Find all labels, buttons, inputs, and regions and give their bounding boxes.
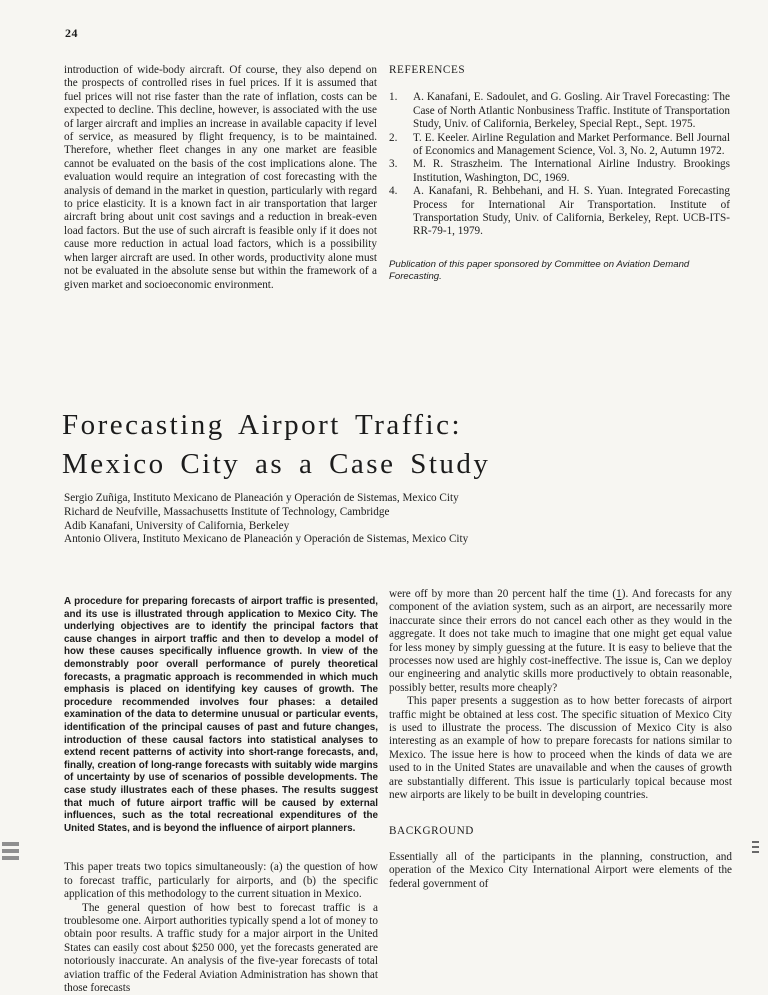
author-entry: Adib Kanafani, University of California, Berkeley <box>64 520 544 534</box>
reference-text: M. R. Straszheim. The International Airline Industry. Brookings Institution, Washington, DC, 1969. <box>413 158 730 183</box>
body-paragraph: This paper presents a suggestion as to how better forecasts of airport traffic might be obtained at less cost. The specific situation of Mexico City is used to illustrate the process. The discussion of Mexico City is also interesting as an example of how to prepare forecasts for nations similar to Mexico. The issue here is how to proceed when the kinds of data we are used to in the United States are unavailable and when the causes of growth are substantially different. This issue is particularly topical because most new airports are likely to be built in developing countries. <box>389 695 732 802</box>
body-paragraph: This paper treats two topics simultaneously: (a) the question of how to forecast traffic, particularly for airports, and (b) the specific application of this methodology to the current situation in Mexico. <box>64 861 378 901</box>
print-mark <box>2 842 19 846</box>
reference-text: A. Kanafani, R. Behbehani, and H. S. Yuan. Integrated Forecasting Process for International Air Transportation. Institute of Transportation Study, Univ. of California, Berkeley, Rept. UCB-ITS-RR-79-1, 1979. <box>413 185 730 237</box>
intro-paragraph: introduction of wide-body aircraft. Of course, they also depend on the prospects of controlled rises in fuel prices. If it is assumed that fuel prices will not rise faster than the rate of inflation, costs can be expected to decline. This decline, however, is associated with the use of larger aircraft and implies an increase in available capacity if level of service, as measured by flight frequency, is to be maintained. Therefore, whether fleet changes in any one market are feasible cannot be evaluated on the basis of the cost implications alone. The evaluation would require an integration of cost forecasting with the analysis of demand in the market in question, particularly with regard to price elasticity. It is a known fact in air transportation that larger aircraft bring about unit cost savings and a reduction in break-even load factors. But the use of such aircraft is feasible only if it does not cause more reduction in actual load factors, which is a possibility when larger aircraft are used. In other words, productivity alone must not be evaluated in the absolute sense but within the framework of a given market and socioeconomic environment. <box>64 64 377 292</box>
author-entry: Richard de Neufville, Massachusetts Institute of Technology, Cambridge <box>64 506 544 520</box>
body-left-column <box>64 596 378 995</box>
body-paragraph: Essentially all of the participants in the planning, construction, and operation of the Mexico City International Airport were elements of the federal government of <box>389 851 732 891</box>
reference-text: A. Kanafani, E. Sadoulet, and G. Gosling. Air Travel Forecasting: The Case of North Atlantic Nonbusiness Traffic. Institute of Transportation Study, Univ. of California, Berkeley, Special Rept., Sept. 1975. <box>413 91 730 130</box>
reference-item <box>389 185 730 239</box>
reference-item <box>389 132 730 159</box>
reference-item <box>389 91 730 131</box>
paper-title-line2: Mexico City as a Case Study <box>62 448 490 480</box>
reference-number: 2. <box>389 132 397 145</box>
author-list <box>64 492 544 547</box>
abstract-paragraph: A procedure for preparing forecasts of airport traffic is presented, and its use is illustrated through application to Mexico City. The underlying objectives are to identify the principal factors that cause changes in airport traffic and then to develop a model of how these causes specifically influence growth. In view of the demonstrably poor overall performance of purely theoretical forecasts, a pragmatic approach is recommended in which much emphasis is placed on identifying key causes of growth. The procedure recommended involves four phases: a detailed examination of the data to determine unusual or particular events, identification of the principal causes of past and future changes, introduction of these causal factors into statistical analyses to extend recent patterns of activity into short-range forecasts, and, finally, creation of long-range forecasts with suitably wide margins of uncertainty by use of scenarios of possible developments. The case study illustrates each of these phases. The results suggest that much of future airport traffic will be caused by external influences, such as the total recreational expenditures of the United States, and is beyond the influence of airport planners. <box>64 596 378 835</box>
reference-item <box>389 158 730 185</box>
print-mark <box>752 851 759 853</box>
body-paragraph: The general question of how best to forecast traffic is a troublesome one. Airport authorities typically spend a lot of money to obtain poor results. A traffic study for a major airport in the United States can easily cost about $250 000, yet the forecasts generated are notoriously inaccurate. An analysis of the five-year forecasts of total aviation traffic of the Federal Aviation Administration has shown that those forecasts <box>64 902 378 995</box>
references-heading: REFERENCES <box>389 64 730 77</box>
background-heading: BACKGROUND <box>389 825 732 838</box>
paper-title-line1: Forecasting Airport Traffic: <box>62 409 462 441</box>
author-entry: Antonio Olivera, Instituto Mexicano de Planeación y Operación de Sistemas, Mexico City <box>64 533 544 547</box>
publication-note: Publication of this paper sponsored by Committee on Aviation Demand Forecasting. <box>389 259 730 283</box>
references-section <box>389 64 730 283</box>
print-mark <box>2 849 19 853</box>
reference-number: 3. <box>389 158 397 171</box>
reference-number: 1. <box>389 91 397 104</box>
author-entry: Sergio Zuñiga, Instituto Mexicano de Planeación y Operación de Sistemas, Mexico City <box>64 492 544 506</box>
body-text: were off by more than 20 percent half the time ( <box>389 588 616 600</box>
body-text: ). And forecasts for any component of the aviation system, such as an airport, are necessarily more inaccurate since their errors do not cancel each other as they would in the aggregate. It does not take much to imagine that one might get equal value for less money by simply guessing at the future. It is easy to believe that the processes now used are highly cost-ineffective. The issue is, Can we deploy our engineering and analytic skills more productively to obtain reasonable, possibly better, results more cheaply? <box>389 588 732 694</box>
body-right-column <box>389 588 732 891</box>
print-mark <box>752 841 759 843</box>
print-mark <box>2 856 19 860</box>
print-mark <box>752 846 759 848</box>
left-edge-print-marks <box>2 842 19 863</box>
intro-continuation-column <box>64 64 377 292</box>
citation-reference: 1 <box>616 588 622 600</box>
reference-text: T. E. Keeler. Airline Regulation and Market Performance. Bell Journal of Economics and Management Science, Vol. 3, No. 2, Autumn 1972. <box>413 132 730 157</box>
paper-title <box>62 406 490 484</box>
references-list <box>389 91 730 238</box>
reference-number: 4. <box>389 185 397 198</box>
right-edge-print-marks <box>752 841 759 856</box>
body-paragraph <box>389 588 732 695</box>
page-number: 24 <box>65 26 78 41</box>
